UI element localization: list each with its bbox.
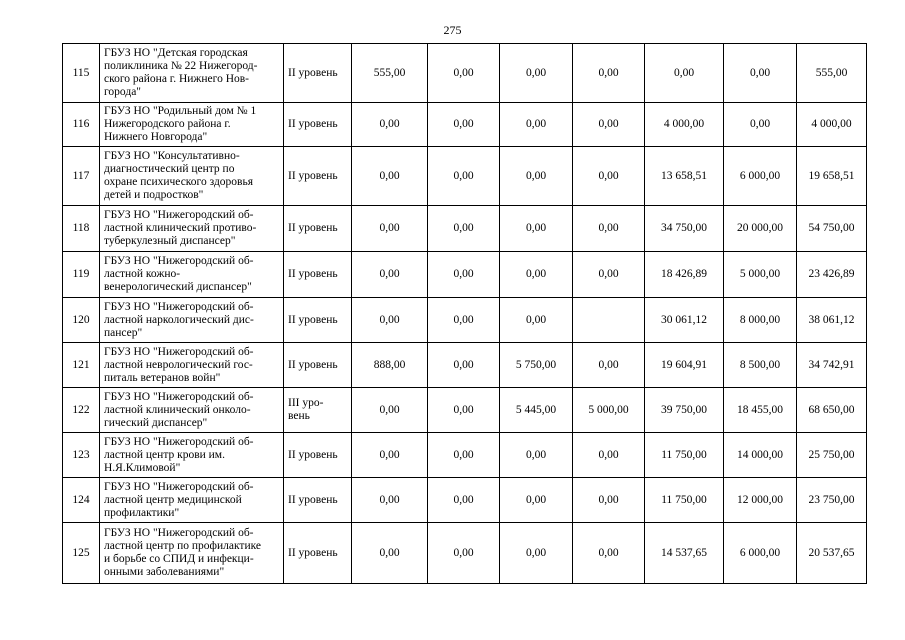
table-row: [63, 298, 867, 343]
table-row: [63, 388, 867, 433]
value-cell: 0,00: [500, 44, 573, 103]
value-cell: 18 455,00: [724, 388, 797, 433]
value-cell: 25 750,00: [797, 433, 867, 478]
value-cell: 12 000,00: [724, 478, 797, 523]
value-cell: 0,00: [352, 206, 428, 252]
data-table: [62, 43, 867, 584]
value-cell: 0,00: [352, 103, 428, 147]
value-cell: 0,00: [573, 103, 645, 147]
value-cell: 0,00: [645, 44, 724, 103]
value-cell: 54 750,00: [797, 206, 867, 252]
value-cell: 0,00: [724, 44, 797, 103]
value-cell: 0,00: [352, 147, 428, 206]
institution-name: ГБУЗ НО "Нижегородский об- ластной клинический онколо- гический диспансер": [100, 388, 284, 433]
value-cell: 0,00: [352, 252, 428, 298]
institution-name: ГБУЗ НО "Нижегородский об- ластной центр медицинской профилактики": [100, 478, 284, 523]
value-cell: 23 750,00: [797, 478, 867, 523]
value-cell: [573, 298, 645, 343]
value-cell: 0,00: [428, 478, 500, 523]
value-cell: 0,00: [573, 44, 645, 103]
institution-name: ГБУЗ НО "Нижегородский об- ластной кожно- венерологический диспансер": [100, 252, 284, 298]
table-row: [63, 478, 867, 523]
table-row: [63, 103, 867, 147]
row-number: 122: [63, 388, 100, 433]
value-cell: 19 604,91: [645, 343, 724, 388]
value-cell: 68 650,00: [797, 388, 867, 433]
table-row: [63, 343, 867, 388]
table-row: [63, 206, 867, 252]
institution-name: ГБУЗ НО "Детская городская поликлиника № 22 Нижегород- ского района г. Нижнего Нов- города": [100, 44, 284, 103]
value-cell: 0,00: [500, 103, 573, 147]
institution-name: ГБУЗ НО "Консультативно- диагностический центр по охране психического здоровья детей и подростков": [100, 147, 284, 206]
value-cell: 4 000,00: [797, 103, 867, 147]
table-body: [63, 44, 867, 584]
value-cell: 0,00: [573, 523, 645, 584]
value-cell: 11 750,00: [645, 478, 724, 523]
level-cell: II уровень: [284, 103, 352, 147]
value-cell: 0,00: [428, 298, 500, 343]
row-number: 124: [63, 478, 100, 523]
value-cell: 555,00: [797, 44, 867, 103]
row-number: 117: [63, 147, 100, 206]
value-cell: 0,00: [500, 298, 573, 343]
value-cell: 20 000,00: [724, 206, 797, 252]
row-number: 125: [63, 523, 100, 584]
value-cell: 0,00: [573, 433, 645, 478]
level-cell: II уровень: [284, 206, 352, 252]
row-number: 123: [63, 433, 100, 478]
level-cell: II уровень: [284, 523, 352, 584]
value-cell: 13 658,51: [645, 147, 724, 206]
value-cell: 0,00: [500, 147, 573, 206]
value-cell: 0,00: [428, 147, 500, 206]
value-cell: 39 750,00: [645, 388, 724, 433]
value-cell: 8 000,00: [724, 298, 797, 343]
value-cell: 555,00: [352, 44, 428, 103]
value-cell: 0,00: [352, 478, 428, 523]
value-cell: 4 000,00: [645, 103, 724, 147]
row-number: 116: [63, 103, 100, 147]
level-cell: II уровень: [284, 298, 352, 343]
table-row: [63, 147, 867, 206]
row-number: 119: [63, 252, 100, 298]
value-cell: 0,00: [428, 388, 500, 433]
level-cell: III уро- вень: [284, 388, 352, 433]
value-cell: 0,00: [500, 252, 573, 298]
row-number: 121: [63, 343, 100, 388]
value-cell: 0,00: [428, 103, 500, 147]
value-cell: 0,00: [573, 343, 645, 388]
value-cell: 0,00: [724, 103, 797, 147]
value-cell: 34 750,00: [645, 206, 724, 252]
value-cell: 19 658,51: [797, 147, 867, 206]
level-cell: II уровень: [284, 343, 352, 388]
value-cell: 0,00: [500, 523, 573, 584]
value-cell: 5 445,00: [500, 388, 573, 433]
value-cell: 5 000,00: [573, 388, 645, 433]
institution-name: ГБУЗ НО "Нижегородский об- ластной центр крови им. Н.Я.Климовой": [100, 433, 284, 478]
value-cell: 0,00: [500, 206, 573, 252]
value-cell: 0,00: [428, 206, 500, 252]
value-cell: 0,00: [428, 343, 500, 388]
value-cell: 14 000,00: [724, 433, 797, 478]
value-cell: 34 742,91: [797, 343, 867, 388]
value-cell: 38 061,12: [797, 298, 867, 343]
value-cell: 0,00: [573, 252, 645, 298]
value-cell: 0,00: [500, 478, 573, 523]
row-number: 120: [63, 298, 100, 343]
table-row: [63, 252, 867, 298]
value-cell: 888,00: [352, 343, 428, 388]
value-cell: 0,00: [573, 206, 645, 252]
institution-name: ГБУЗ НО "Нижегородский об- ластной центр по профилактике и борьбе со СПИД и инфекци- онными заболеваниями": [100, 523, 284, 584]
institution-name: ГБУЗ НО "Нижегородский об- ластной клинический противо- туберкулезный диспансер": [100, 206, 284, 252]
table-row: [63, 433, 867, 478]
value-cell: 14 537,65: [645, 523, 724, 584]
value-cell: 18 426,89: [645, 252, 724, 298]
value-cell: 5 000,00: [724, 252, 797, 298]
level-cell: II уровень: [284, 433, 352, 478]
institution-name: ГБУЗ НО "Нижегородский об- ластной неврологический гос- питаль ветеранов войн": [100, 343, 284, 388]
value-cell: 0,00: [573, 478, 645, 523]
value-cell: 0,00: [428, 44, 500, 103]
institution-name: ГБУЗ НО "Родильный дом № 1 Нижегородского района г. Нижнего Новгорода": [100, 103, 284, 147]
value-cell: 11 750,00: [645, 433, 724, 478]
value-cell: 0,00: [428, 523, 500, 584]
value-cell: 5 750,00: [500, 343, 573, 388]
row-number: 118: [63, 206, 100, 252]
table-row: [63, 44, 867, 103]
level-cell: II уровень: [284, 252, 352, 298]
value-cell: 0,00: [352, 433, 428, 478]
value-cell: 8 500,00: [724, 343, 797, 388]
value-cell: 0,00: [500, 433, 573, 478]
page-number: 275: [443, 23, 462, 37]
value-cell: 0,00: [428, 252, 500, 298]
value-cell: 30 061,12: [645, 298, 724, 343]
value-cell: 0,00: [352, 298, 428, 343]
level-cell: II уровень: [284, 478, 352, 523]
table-row: [63, 523, 867, 584]
level-cell: II уровень: [284, 147, 352, 206]
value-cell: 20 537,65: [797, 523, 867, 584]
value-cell: 0,00: [352, 388, 428, 433]
value-cell: 0,00: [573, 147, 645, 206]
value-cell: 0,00: [352, 523, 428, 584]
value-cell: 6 000,00: [724, 147, 797, 206]
row-number: 115: [63, 44, 100, 103]
value-cell: 6 000,00: [724, 523, 797, 584]
institution-name: ГБУЗ НО "Нижегородский об- ластной наркологический дис- пансер": [100, 298, 284, 343]
value-cell: 0,00: [428, 433, 500, 478]
value-cell: 23 426,89: [797, 252, 867, 298]
level-cell: II уровень: [284, 44, 352, 103]
